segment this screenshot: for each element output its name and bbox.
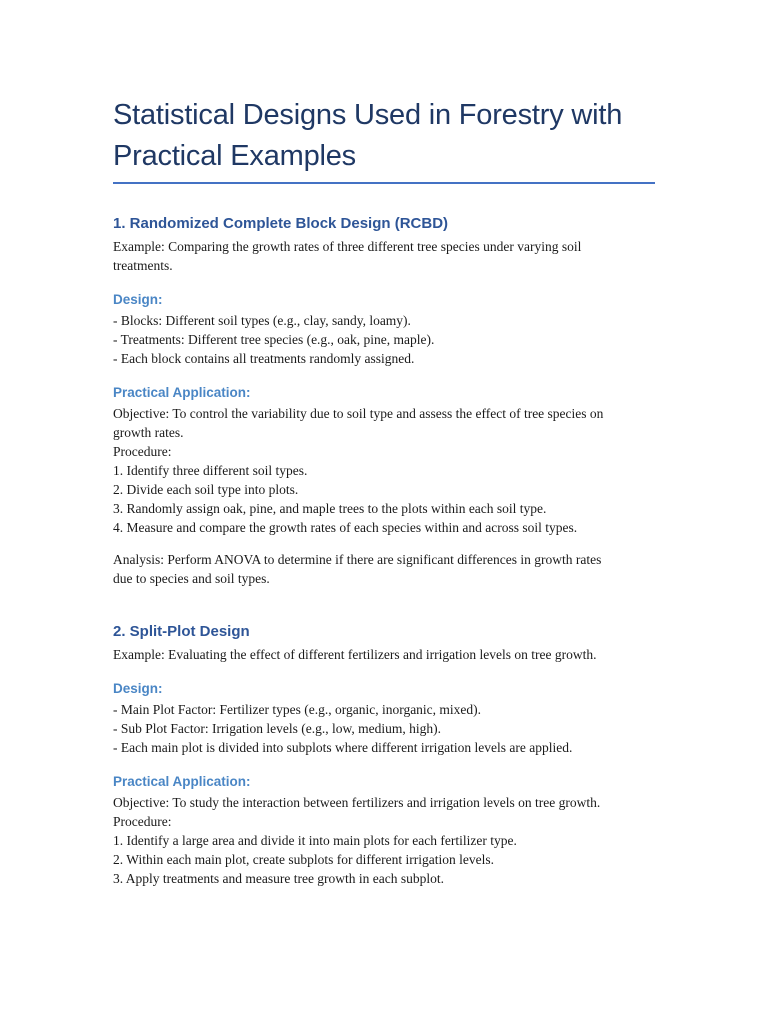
document-page: [113, 95, 655, 888]
list-item: - Treatments: Different tree species (e.g., oak, pine, maple).: [113, 332, 435, 347]
rcbd-example-line-1: Example: Comparing the growth rates of three different tree species under varying soil: [113, 239, 582, 254]
list-item: 1. Identify a large area and divide it into main plots for each fertilizer type.: [113, 833, 517, 848]
section-heading-rcbd: 1. Randomized Complete Block Design (RCBD): [113, 215, 449, 232]
document-title-line-1: Statistical Designs Used in Forestry with: [113, 99, 623, 131]
split-plot-application-heading: Practical Application:: [113, 774, 251, 789]
list-item: 4. Measure and compare the growth rates of each species within and across soil types.: [113, 520, 578, 535]
list-item: 2. Within each main plot, create subplots for different irrigation levels.: [113, 852, 494, 867]
split-plot-design-list: [113, 700, 655, 757]
list-item: - Blocks: Different soil types (e.g., clay, sandy, loamy).: [113, 313, 411, 328]
rcbd-design-heading: Design:: [113, 292, 163, 307]
rcbd-example-line-2: treatments.: [113, 258, 173, 273]
rcbd-analysis-line-2: due to species and soil types.: [113, 571, 270, 586]
document-title: [113, 95, 655, 177]
rcbd-objective-line-1: Objective: To control the variability due to soil type and assess the effect of tree species on: [113, 406, 604, 421]
rcbd-design-list: [113, 311, 655, 368]
rcbd-example: [113, 237, 655, 275]
split-plot-procedure-label: Procedure:: [113, 814, 172, 829]
split-plot-objective: Objective: To study the interaction between fertilizers and irrigation levels on tree growth.: [113, 795, 601, 810]
list-item: - Each block contains all treatments randomly assigned.: [113, 351, 415, 366]
rcbd-procedure-label: Procedure:: [113, 444, 172, 459]
rcbd-objective-line-2: growth rates.: [113, 425, 184, 440]
rcbd-procedure-list: [113, 461, 655, 537]
split-plot-procedure-list: [113, 831, 655, 888]
rcbd-analysis-line-1: Analysis: Perform ANOVA to determine if there are significant differences in growth rates: [113, 552, 602, 567]
document-title-line-2: Practical Examples: [113, 140, 356, 172]
rcbd-application-heading: Practical Application:: [113, 385, 251, 400]
rcbd-analysis: [113, 550, 655, 588]
rcbd-objective: [113, 404, 655, 442]
list-item: 3. Randomly assign oak, pine, and maple trees to the plots within each soil type.: [113, 501, 547, 516]
split-plot-design-heading: Design:: [113, 681, 163, 696]
list-item: - Sub Plot Factor: Irrigation levels (e.g., low, medium, high).: [113, 721, 441, 736]
list-item: 3. Apply treatments and measure tree growth in each subplot.: [113, 871, 445, 886]
list-item: 2. Divide each soil type into plots.: [113, 482, 299, 497]
title-underline: [113, 182, 655, 184]
list-item: - Each main plot is divided into subplots where different irrigation levels are applied.: [113, 740, 573, 755]
section-heading-split-plot: 2. Split-Plot Design: [113, 623, 250, 640]
list-item: 1. Identify three different soil types.: [113, 463, 308, 478]
section-rcbd: [113, 214, 655, 588]
section-split-plot: [113, 622, 655, 888]
split-plot-example: Example: Evaluating the effect of different fertilizers and irrigation levels on tree growth.: [113, 647, 597, 662]
list-item: - Main Plot Factor: Fertilizer types (e.g., organic, inorganic, mixed).: [113, 702, 482, 717]
